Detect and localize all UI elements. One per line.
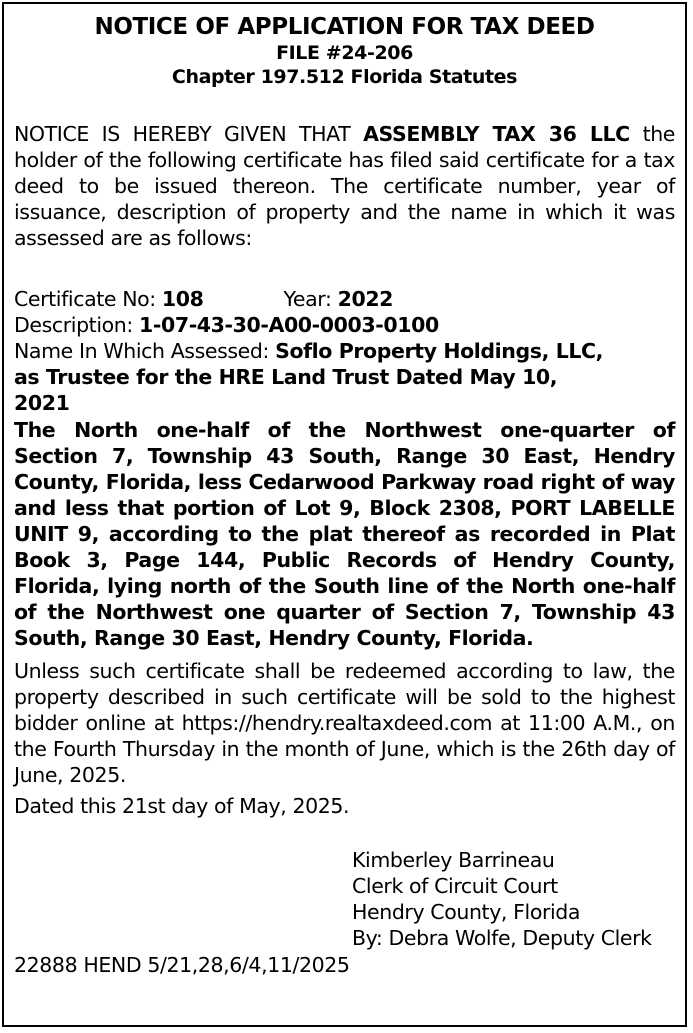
notice-title: NOTICE OF APPLICATION FOR TAX DEED [94,14,595,40]
description-label: Description: [14,313,133,337]
clerk-name: Kimberley Barrineau [352,848,555,872]
clerk-title: Clerk of Circuit Court [352,874,558,898]
certificate-no-value: 108 [161,287,204,311]
assessed-value: Soflo Property Holdings, LLC, as Trustee for the HRE Land Trust Dated May 10, 2021 [14,339,604,415]
certificate-details [14,286,675,416]
certificate-row [14,286,675,312]
statute-reference: Chapter 197.512 Florida Statutes [171,66,518,88]
holder-name: ASSEMBLY TAX 36 LLC [363,122,630,146]
sale-notice-paragraph: Unless such certificate shall be redeemed according to law, the property described in such certificate will be sold to the highest bidder online at https://hendry.realtaxdeed.com at 11:00 A.M., on the Fourth Thursday in the month of June, which is the 26th day of June, 2025. [14,659,675,787]
description-value: 1-07-43-30-A00-0003-0100 [139,313,439,337]
assessed-label: Name In Which Assessed: [14,339,269,363]
signature-block [352,847,652,951]
assessed-row [14,338,675,416]
year-label: Year: [283,287,332,311]
certificate-no-label: Certificate No: [14,287,156,311]
file-number: FILE #24-206 [276,42,413,64]
year-value: 2022 [337,287,394,311]
publication-code: 22888 HEND 5/21,28,6/4,11/2025 [14,953,350,977]
legal-notice [2,2,687,1027]
deputy-clerk: By: Debra Wolfe, Deputy Clerk [352,926,652,950]
intro-suffix: the holder of the following certificate has filed said certificate for a tax deed to be issued thereon. The certificate number, year of issuance, description of property and the name in which it was assessed are as follows: [14,122,676,250]
intro-paragraph [14,121,675,251]
intro-prefix: NOTICE IS HEREBY GIVEN THAT [14,122,351,146]
clerk-county: Hendry County, Florida [352,900,581,924]
legal-description: The North one-half of the Northwest one-quarter of Section 7, Township 43 South, Range 30 East, Hendry County, Florida, less Cedarwood Parkway road right of way and less that portion of Lot 9, Block 2308, PORT LABELLE UNIT 9, according to the plat thereof as recorded in Plat Book 3, Page 144, Public Records of Hendry County, Florida, lying north of the South line of the North one-half of the Northwest one quarter of Section 7, Township 43 South, Range 30 East, Hendry County, Florida. [14,418,675,650]
description-row [14,312,675,338]
dated-line: Dated this 21st day of May, 2025. [14,794,350,818]
